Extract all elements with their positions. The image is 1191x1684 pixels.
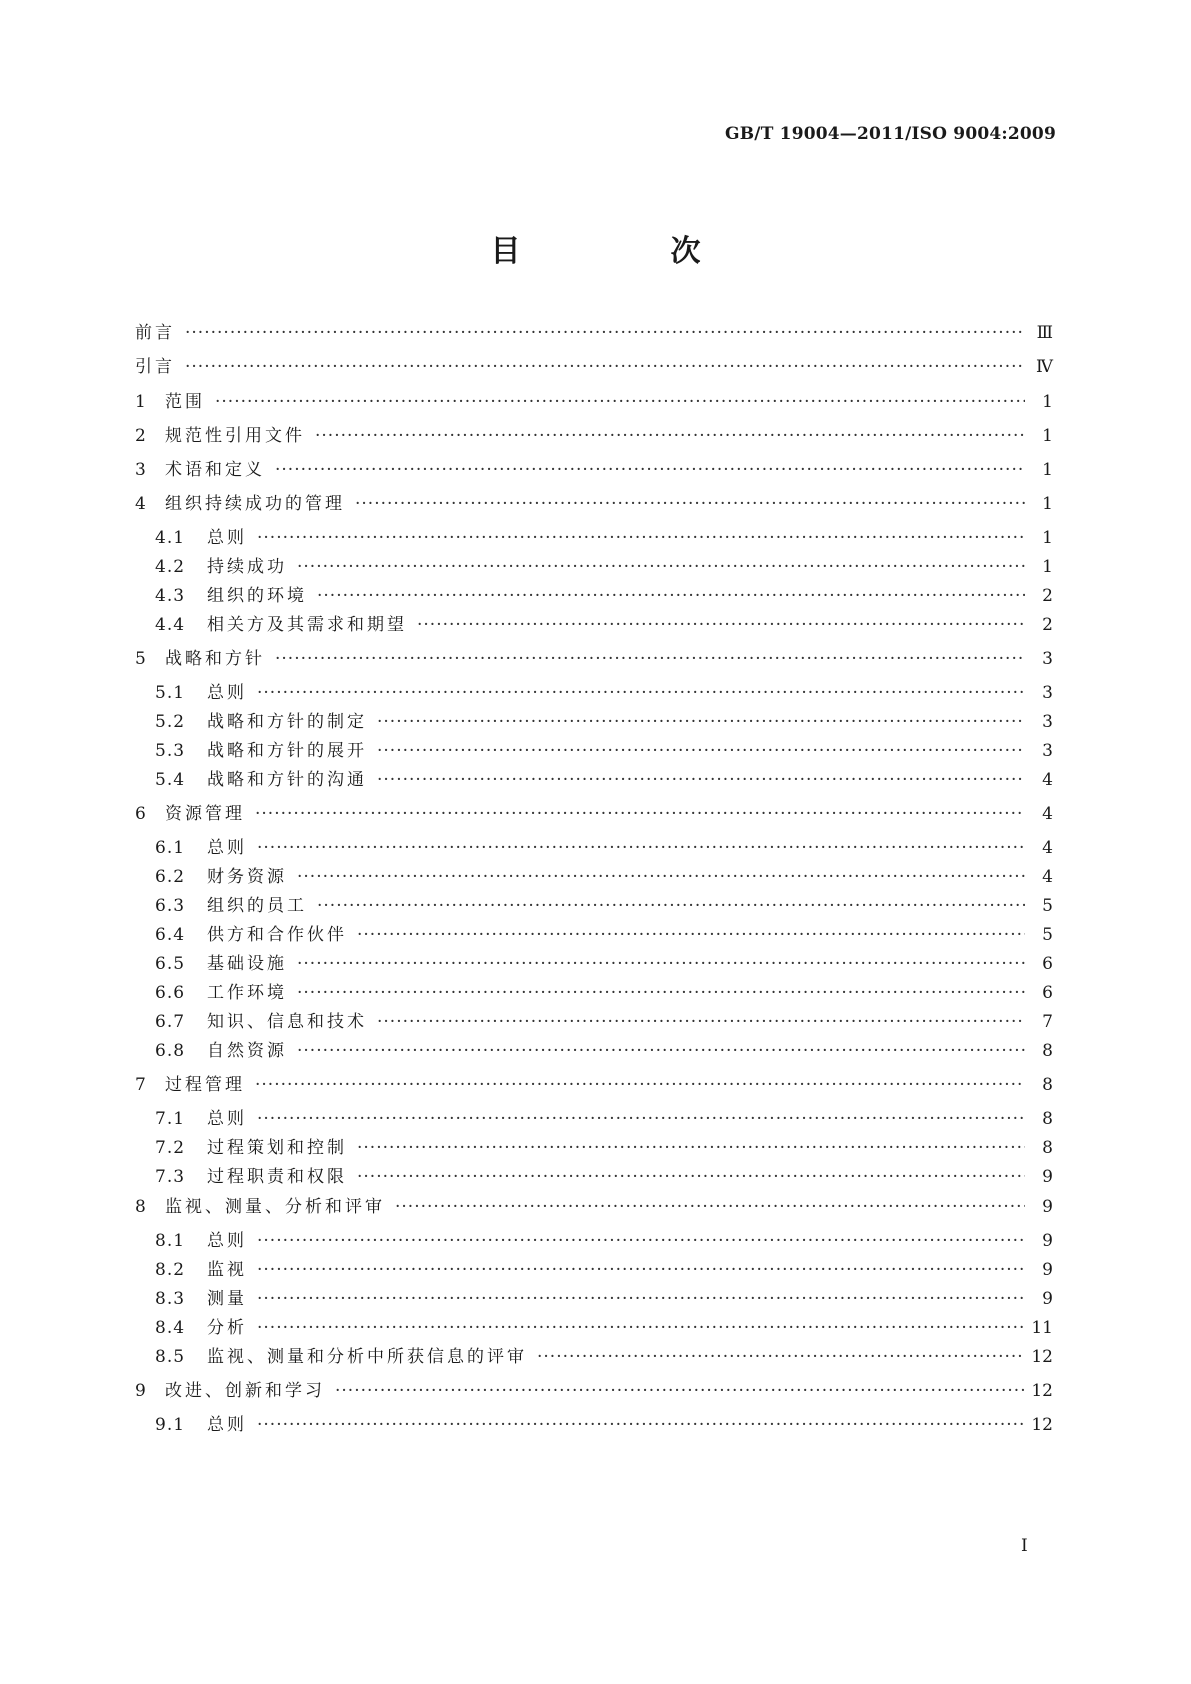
toc-entry-label: 资源管理 <box>165 804 245 824</box>
toc-entry-page: 1 <box>1042 494 1053 514</box>
toc-entry-page: 9 <box>1042 1197 1053 1217</box>
toc-entry[interactable] <box>135 555 1053 579</box>
toc-entry[interactable] <box>135 1107 1053 1131</box>
toc-entry[interactable] <box>135 1165 1053 1189</box>
toc-entry-page: 4 <box>1042 838 1053 858</box>
toc-entry-number: 8.1 <box>155 1231 186 1251</box>
toc-entry-label: 改进、创新和学习 <box>165 1381 325 1401</box>
toc-dot-leader <box>335 1379 1025 1403</box>
toc-entry-number: 2 <box>135 426 147 446</box>
page-number: I <box>1021 1536 1028 1556</box>
toc-entry-label: 总则 <box>207 1109 247 1129</box>
toc-entry-number: 6.4 <box>155 925 186 945</box>
toc-entry-label: 基础设施 <box>207 954 287 974</box>
toc-entry[interactable] <box>135 1345 1053 1369</box>
toc-dot-leader <box>297 1039 1025 1063</box>
toc-entry-number: 6.8 <box>155 1041 186 1061</box>
toc-dot-leader <box>395 1195 1025 1219</box>
toc-entry-page: 9 <box>1042 1231 1053 1251</box>
toc-entry-page: 1 <box>1042 528 1053 548</box>
toc-entry-label: 监视 <box>207 1260 247 1280</box>
toc-entry[interactable] <box>135 836 1053 860</box>
toc-entry-page: 12 <box>1031 1381 1053 1401</box>
toc-dot-leader <box>297 555 1025 579</box>
toc-entry-number: 5.4 <box>155 770 186 790</box>
toc-entry-label: 组织持续成功的管理 <box>165 494 345 514</box>
toc-dot-leader <box>377 710 1025 734</box>
toc-dot-leader <box>357 1165 1025 1189</box>
toc-entry-number: 7 <box>135 1075 147 1095</box>
toc-entry-label: 过程策划和控制 <box>207 1138 347 1158</box>
toc-entry[interactable] <box>135 1039 1053 1063</box>
toc-entry-number: 4 <box>135 494 147 514</box>
toc-entry-number: 8.3 <box>155 1289 186 1309</box>
toc-entry[interactable] <box>135 681 1053 705</box>
toc-entry-page: 8 <box>1042 1138 1053 1158</box>
toc-entry-page: Ⅳ <box>1036 357 1053 377</box>
toc-dot-leader <box>257 681 1025 705</box>
toc-entry-number: 9.1 <box>155 1415 186 1435</box>
toc-dot-leader <box>377 1010 1025 1034</box>
toc-entry-label: 工作环境 <box>207 983 287 1003</box>
toc-entry[interactable] <box>135 458 1053 482</box>
toc-entry[interactable] <box>135 802 1053 826</box>
toc-entry-number: 8.2 <box>155 1260 186 1280</box>
toc-entry-page: 1 <box>1042 557 1053 577</box>
toc-entry-number: 8 <box>135 1197 147 1217</box>
toc-entry-page: 1 <box>1042 460 1053 480</box>
toc-entry-label: 总则 <box>207 1415 247 1435</box>
toc-dot-leader <box>257 1287 1025 1311</box>
toc-dot-leader <box>215 390 1025 414</box>
toc-entry-number: 6.5 <box>155 954 186 974</box>
toc-entry-label: 供方和合作伙伴 <box>207 925 347 945</box>
toc-entry-page: 11 <box>1031 1318 1053 1338</box>
toc-entry[interactable] <box>135 768 1053 792</box>
toc-entry-label: 总则 <box>207 838 247 858</box>
toc-entry-number: 6.7 <box>155 1012 186 1032</box>
toc-dot-leader <box>417 613 1025 637</box>
toc-dot-leader <box>255 802 1025 826</box>
toc-entry-label: 战略和方针的制定 <box>207 712 367 732</box>
toc-entry-label: 过程管理 <box>165 1075 245 1095</box>
toc-entry[interactable] <box>135 321 1053 345</box>
toc-dot-leader <box>257 836 1025 860</box>
toc-entry-label: 组织的环境 <box>207 586 307 606</box>
toc-entry-label: 总则 <box>207 528 247 548</box>
toc-dot-leader <box>257 1258 1025 1282</box>
toc-entry[interactable] <box>135 981 1053 1005</box>
toc-entry-page: 5 <box>1042 896 1053 916</box>
toc-entry-number: 6.6 <box>155 983 186 1003</box>
toc-dot-leader <box>257 526 1025 550</box>
toc-entry-label: 监视、测量、分析和评审 <box>165 1197 385 1217</box>
toc-entry-number: 4.2 <box>155 557 186 577</box>
toc-entry-page: 9 <box>1042 1289 1053 1309</box>
toc-entry-number: 5.1 <box>155 683 186 703</box>
toc-entry[interactable] <box>135 1195 1053 1219</box>
toc-entry[interactable] <box>135 424 1053 448</box>
toc-entry-page: 6 <box>1042 954 1053 974</box>
toc-entry-label: 前言 <box>135 323 175 343</box>
toc-entry-page: 2 <box>1042 615 1053 635</box>
toc-entry-page: 2 <box>1042 586 1053 606</box>
toc-dot-leader <box>357 1136 1025 1160</box>
toc-entry-label: 监视、测量和分析中所获信息的评审 <box>207 1347 527 1367</box>
toc-entry-page: 4 <box>1042 867 1053 887</box>
toc-entry[interactable] <box>135 647 1053 671</box>
toc-entry-page: 3 <box>1042 649 1053 669</box>
toc-dot-leader <box>257 1413 1025 1437</box>
toc-entry-page: 7 <box>1042 1012 1053 1032</box>
toc-entry[interactable] <box>135 952 1053 976</box>
toc-entry-page: 8 <box>1042 1109 1053 1129</box>
toc-entry-label: 战略和方针的沟通 <box>207 770 367 790</box>
toc-entry-label: 战略和方针的展开 <box>207 741 367 761</box>
toc-dot-leader <box>317 584 1025 608</box>
toc-dot-leader <box>355 492 1025 516</box>
toc-entry-number: 5.3 <box>155 741 186 761</box>
toc-dot-leader <box>537 1345 1025 1369</box>
toc-entry-number: 7.1 <box>155 1109 186 1129</box>
toc-entry[interactable] <box>135 739 1053 763</box>
toc-entry-label: 自然资源 <box>207 1041 287 1061</box>
toc-entry-page: 3 <box>1042 712 1053 732</box>
toc-entry[interactable] <box>135 1316 1053 1340</box>
toc-entry-label: 总则 <box>207 1231 247 1251</box>
toc-entry-label: 知识、信息和技术 <box>207 1012 367 1032</box>
toc-entry-label: 战略和方针 <box>165 649 265 669</box>
toc-entry-number: 3 <box>135 460 147 480</box>
toc-entry-number: 6.2 <box>155 867 186 887</box>
toc-entry[interactable] <box>135 613 1053 637</box>
toc-entry-number: 8.5 <box>155 1347 186 1367</box>
page-title: 目 次 <box>490 234 761 269</box>
toc-entry-page: 1 <box>1042 426 1053 446</box>
toc-dot-leader <box>275 458 1025 482</box>
toc-entry-page: 6 <box>1042 983 1053 1003</box>
toc-entry-number: 6.1 <box>155 838 186 858</box>
toc-entry-page: Ⅲ <box>1036 323 1053 343</box>
toc-entry[interactable] <box>135 1287 1053 1311</box>
toc-entry-page: 8 <box>1042 1075 1053 1095</box>
toc-entry-label: 规范性引用文件 <box>165 426 305 446</box>
toc-entry-label: 总则 <box>207 683 247 703</box>
toc-entry-label: 持续成功 <box>207 557 287 577</box>
toc-entry-number: 4.4 <box>155 615 186 635</box>
toc-dot-leader <box>257 1316 1025 1340</box>
toc-entry-page: 8 <box>1042 1041 1053 1061</box>
toc-entry-number: 6.3 <box>155 896 186 916</box>
toc-entry-page: 12 <box>1031 1347 1053 1367</box>
toc-entry-page: 3 <box>1042 741 1053 761</box>
toc-entry-label: 财务资源 <box>207 867 287 887</box>
toc-entry[interactable] <box>135 894 1053 918</box>
toc-dot-leader <box>297 981 1025 1005</box>
toc-entry-number: 7.2 <box>155 1138 186 1158</box>
toc-entry-number: 6 <box>135 804 147 824</box>
toc-entry[interactable] <box>135 584 1053 608</box>
toc-entry-number: 4.3 <box>155 586 186 606</box>
toc-entry[interactable] <box>135 1379 1053 1403</box>
toc-entry[interactable] <box>135 355 1053 379</box>
toc-entry[interactable] <box>135 492 1053 516</box>
toc-dot-leader <box>275 647 1025 671</box>
toc-entry-number: 8.4 <box>155 1318 186 1338</box>
toc-entry[interactable] <box>135 923 1053 947</box>
toc-entry-number: 1 <box>135 392 147 412</box>
toc-entry[interactable] <box>135 1073 1053 1097</box>
toc-dot-leader <box>297 865 1025 889</box>
toc-entry[interactable] <box>135 865 1053 889</box>
toc-entry[interactable] <box>135 390 1053 414</box>
toc-entry[interactable] <box>135 1258 1053 1282</box>
toc-dot-leader <box>377 768 1025 792</box>
toc-entry-number: 9 <box>135 1381 147 1401</box>
toc-dot-leader <box>317 894 1025 918</box>
toc-dot-leader <box>185 321 1025 345</box>
toc-entry[interactable] <box>135 710 1053 734</box>
toc-dot-leader <box>297 952 1025 976</box>
toc-dot-leader <box>257 1107 1025 1131</box>
toc-entry-label: 组织的员工 <box>207 896 307 916</box>
toc-entry[interactable] <box>135 526 1053 550</box>
toc-entry-label: 引言 <box>135 357 175 377</box>
toc-entry-label: 相关方及其需求和期望 <box>207 615 407 635</box>
toc-dot-leader <box>255 1073 1025 1097</box>
toc-entry-page: 4 <box>1042 804 1053 824</box>
toc-entry[interactable] <box>135 1413 1053 1437</box>
toc-entry-page: 12 <box>1031 1415 1053 1435</box>
toc-entry-number: 5.2 <box>155 712 186 732</box>
toc-entry-number: 5 <box>135 649 147 669</box>
toc-entry[interactable] <box>135 1136 1053 1160</box>
toc-dot-leader <box>377 739 1025 763</box>
toc-entry[interactable] <box>135 1010 1053 1034</box>
toc-dot-leader <box>185 355 1025 379</box>
toc-entry-label: 术语和定义 <box>165 460 265 480</box>
toc-entry-page: 5 <box>1042 925 1053 945</box>
toc-entry-page: 4 <box>1042 770 1053 790</box>
toc-dot-leader <box>257 1229 1025 1253</box>
toc-entry-number: 7.3 <box>155 1167 186 1187</box>
standard-code: GB/T 19004—2011/ISO 9004:2009 <box>725 124 1056 144</box>
toc-entry-label: 过程职责和权限 <box>207 1167 347 1187</box>
toc-entry-page: 9 <box>1042 1260 1053 1280</box>
toc-entry-page: 1 <box>1042 392 1053 412</box>
toc-entry-page: 3 <box>1042 683 1053 703</box>
toc-entry-label: 测量 <box>207 1289 247 1309</box>
toc-entry[interactable] <box>135 1229 1053 1253</box>
toc-dot-leader <box>357 923 1025 947</box>
toc-entry-label: 分析 <box>207 1318 247 1338</box>
toc-dot-leader <box>315 424 1025 448</box>
toc-entry-page: 9 <box>1042 1167 1053 1187</box>
toc-entry-label: 范围 <box>165 392 205 412</box>
toc-entry-number: 4.1 <box>155 528 186 548</box>
